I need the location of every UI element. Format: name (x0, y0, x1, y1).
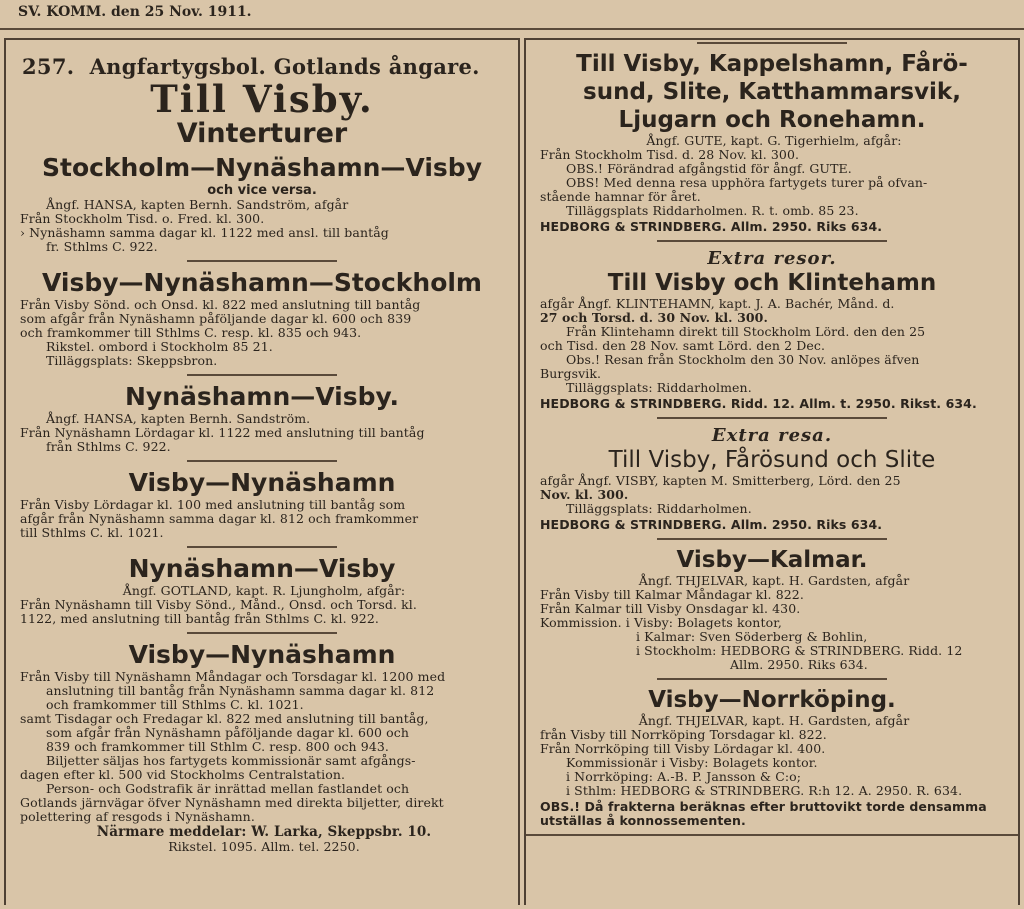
text-line: Kommission. i Visby: Bolagets kontor, (540, 615, 782, 630)
r3-text (526, 474, 1018, 532)
text-line: fr. Sthlms C. 922. (46, 239, 158, 254)
r4-text (526, 574, 1018, 672)
section-3-text (6, 412, 518, 454)
section-5-text (6, 584, 518, 626)
r2-title: Till Visby och Klintehamn (607, 270, 937, 296)
text-line: som afgår från Nynäshamn påföljande dagar kl. 600 och 839 (20, 311, 412, 326)
text-line: OBS.! Förändrad afgångstid för ångf. GUTE. (566, 161, 852, 176)
route-heading-1: Stockholm—Nynäshamn—Visby (41, 153, 482, 182)
company-name: Angfartygsbol. Gotlands ångare. (89, 54, 480, 79)
text-line: Från Nynäshamn Lördagar kl. 1122 med anslutning till bantåg (20, 425, 425, 440)
text-line: Tilläggsplats: Riddarholmen. (566, 380, 752, 395)
text-line: stående hamnar för året. (540, 189, 701, 204)
ad-subtitle: Vinterturer (176, 118, 348, 149)
text-line: Ångf. HANSA, kapten Bernh. Sandström, afgår (46, 197, 349, 212)
text-line: Från Stockholm Tisd. d. 28 Nov. kl. 300. (540, 147, 800, 162)
contact-line: Närmare meddelar: W. Larka, Skeppsbr. 10. (96, 824, 432, 840)
text-line: afgår Ångf. KLINTEHAMN, kapt. J. A. Bachér, Månd. d. (540, 296, 895, 311)
contact-phone: Rikstel. 1095. Allm. tel. 2250. (168, 839, 360, 854)
text-line: till Sthlms C. kl. 1021. (20, 525, 164, 540)
text-line: Rikstel. ombord i Stockholm 85 21. (46, 339, 273, 354)
divider (187, 374, 337, 376)
text-line: och framkommer till Sthlms C. kl. 1021. (46, 697, 304, 712)
r1-text (526, 134, 1018, 234)
r3-title: Till Visby, Fårösund och Slite (608, 447, 936, 473)
r2-text (526, 297, 1018, 411)
text-line: Person- och Godstrafik är inrättad mellan fastlandet och (46, 781, 410, 796)
text-line: Från Visby Sönd. och Onsd. kl. 822 med anslutning till bantåg (20, 297, 421, 312)
text-line: Gotlands järnvägar öfver Nynäshamn med direkta biljetter, direkt (20, 795, 444, 810)
text-line: utställas å konnossementen. (540, 813, 746, 828)
ad-number: 257. (22, 54, 75, 79)
r1-title-1: Till Visby, Kappelshamn, Fårö- (576, 51, 968, 77)
text-line: Ångf. THJELVAR, kapt. H. Gardsten, afgår (638, 573, 910, 588)
text-line: och framkommer till Sthlms C. resp. kl. 835 och 943. (20, 325, 362, 340)
agent-line: HEDBORG & STRINDBERG. Allm. 2950. Riks 634. (540, 517, 883, 532)
text-line: från Sthlms C. 922. (46, 439, 171, 454)
route-heading-3: Nynäshamn—Visby. (124, 382, 400, 411)
extra-resa-label: Extra resa. (711, 425, 833, 446)
left-column (4, 38, 520, 905)
text-line: i Stockholm: HEDBORG & STRINDBERG. Ridd. 12 (636, 643, 963, 658)
section-4-text (6, 498, 518, 540)
text-line: i Norrköping: A.-B. P. Jansson & C:o; (566, 769, 802, 784)
text-line: Från Klintehamn direkt till Stockholm Lörd. den den 25 (566, 324, 926, 339)
divider (657, 240, 887, 242)
divider (526, 834, 1018, 836)
section-2-text (6, 298, 518, 368)
text-line: Tilläggsplats: Riddarholmen. (566, 501, 752, 516)
text-line: Från Norrköping till Visby Lördagar kl. 400. (540, 741, 826, 756)
text-line: Biljetter säljas hos fartygets kommissionär samt afgångs- (46, 753, 416, 768)
ad-title: Till Visby. (150, 77, 374, 121)
extra-resor-label: Extra resor. (707, 248, 837, 269)
text-line: i Kalmar: Sven Söderberg & Bohlin, (636, 629, 868, 644)
divider (697, 42, 847, 44)
text-line: Från Visby Lördagar kl. 100 med anslutning till bantåg som (20, 497, 406, 512)
text-line: OBS.! Då frakterna beräknas efter bruttovikt torde densamma (540, 799, 987, 814)
vice-versa: och vice versa. (207, 183, 317, 198)
text-line: i Sthlm: HEDBORG & STRINDBERG. R:h 12. A. 2950. R. 634. (566, 783, 963, 798)
text-line: och Tisd. den 28 Nov. samt Lörd. den 2 Dec. (540, 338, 826, 353)
text-line: Obs.! Resan från Stockholm den 30 Nov. anlöpes äfven (566, 352, 920, 367)
route-heading-5: Nynäshamn—Visby (128, 554, 396, 583)
section-1-text (6, 198, 518, 254)
text-line: › Nynäshamn samma dagar kl. 1122 med ansl. till bantåg (20, 225, 389, 240)
text-line: Ångf. THJELVAR, kapt. H. Gardsten, afgår (638, 713, 910, 728)
text-line: Från Visby till Kalmar Måndagar kl. 822. (540, 587, 804, 602)
text-line: samt Tisdagar och Fredagar kl. 822 med anslutning till bantåg, (20, 711, 429, 726)
r5-title: Visby—Norrköping. (648, 687, 896, 713)
text-line: från Visby till Norrköping Torsdagar kl. 822. (540, 727, 827, 742)
divider (187, 260, 337, 262)
r1-title-3: Ljugarn och Ronehamn. (618, 107, 926, 133)
right-column (524, 38, 1020, 905)
text-line: 1122, med anslutning till bantåg från Sthlms C. kl. 922. (20, 611, 379, 626)
r1-title-2: sund, Slite, Katthammarsvik, (583, 79, 961, 105)
agent-line: HEDBORG & STRINDBERG. Ridd. 12. Allm. t. 2950. Rikst. 634. (540, 396, 977, 411)
text-line: Allm. 2950. Riks 634. (730, 657, 868, 672)
r5-text (526, 714, 1018, 828)
divider (187, 460, 337, 462)
route-heading-2: Visby—Nynäshamn—Stockholm (41, 268, 482, 297)
text-line: Från Nynäshamn till Visby Sönd., Månd., Onsd. och Torsd. kl. (20, 597, 417, 612)
text-line: Från Stockholm Tisd. o. Fred. kl. 300. (20, 211, 265, 226)
divider (657, 538, 887, 540)
text-line: Kommissionär i Visby: Bolagets kontor. (566, 755, 818, 770)
text-line: Tilläggsplats: Skeppsbron. (46, 353, 218, 368)
top-rule (0, 28, 1024, 30)
text-line: polettering af resgods i Nynäshamn. (20, 809, 255, 824)
text-line: 27 och Torsd. d. 30 Nov. kl. 300. (540, 310, 768, 325)
text-line: Ångf. GOTLAND, kapt. R. Ljungholm, afgår: (122, 583, 406, 598)
text-line: Tilläggsplats Riddarholmen. R. t. omb. 85 23. (566, 203, 859, 218)
divider (657, 678, 887, 680)
text-line: OBS! Med denna resa upphöra fartygets turer på ofvan- (566, 175, 928, 190)
divider (657, 417, 887, 419)
route-heading-4: Visby—Nynäshamn (128, 468, 396, 497)
text-line: Nov. kl. 300. (540, 487, 629, 502)
r4-title: Visby—Kalmar. (676, 547, 868, 573)
divider (187, 632, 337, 634)
ad-heading (6, 54, 518, 79)
text-line: afgår från Nynäshamn samma dagar kl. 812 och framkommer (20, 511, 419, 526)
text-line: Burgsvik. (540, 366, 602, 381)
text-line: dagen efter kl. 500 vid Stockholms Centralstation. (20, 767, 346, 782)
text-line: Ångf. HANSA, kapten Bernh. Sandström. (46, 411, 311, 426)
text-line: Från Kalmar till Visby Onsdagar kl. 430. (540, 601, 801, 616)
text-line: som afgår från Nynäshamn påföljande dagar kl. 600 och (46, 725, 410, 740)
masthead: SV. KOMM. den 25 Nov. 1911. (18, 4, 252, 20)
text-line: afgår Ångf. VISBY, kapten M. Smitterberg, Lörd. den 25 (540, 473, 901, 488)
section-6-text (6, 670, 518, 854)
route-heading-6: Visby—Nynäshamn (128, 640, 396, 669)
text-line: Ångf. GUTE, kapt. G. Tigerhielm, afgår: (646, 133, 902, 148)
text-line: Från Visby till Nynäshamn Måndagar och Torsdagar kl. 1200 med (20, 669, 446, 684)
text-line: 839 och framkommer till Sthlm C. resp. 800 och 943. (46, 739, 390, 754)
text-line: anslutning till bantåg från Nynäshamn samma dagar kl. 812 (46, 683, 435, 698)
divider (187, 546, 337, 548)
agent-line: HEDBORG & STRINDBERG. Allm. 2950. Riks 634. (540, 219, 883, 234)
